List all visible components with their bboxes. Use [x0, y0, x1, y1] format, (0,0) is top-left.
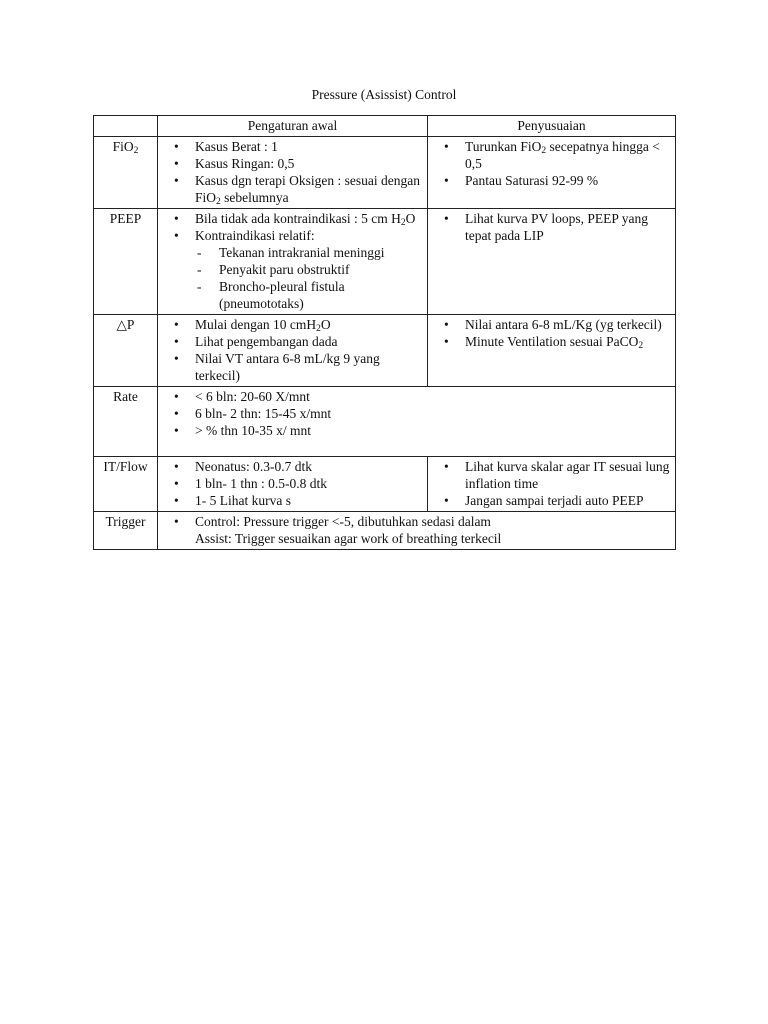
- list-item: • Kasus Berat : 1: [162, 138, 423, 155]
- list-item: • Turunkan FiO$_2$ secepatnya hingga < 0,5: [432, 138, 671, 172]
- param-itflow: IT/Flow: [94, 457, 158, 512]
- header-row: [94, 116, 676, 137]
- header-param: [94, 116, 158, 137]
- list-item: • Control: Pressure trigger <-5, dibutuhkan sedasi dalam: [162, 513, 671, 530]
- header-adjust: Penyusuaian: [428, 116, 676, 137]
- table-row-fio2: [94, 137, 676, 209]
- list-item: • Nilai VT antara 6-8 mL/kg 9 yang terkecil): [162, 350, 423, 384]
- adjust-delta-p: [428, 315, 676, 387]
- param-peep: PEEP: [94, 209, 158, 315]
- trigger-assist-text: Assist: Trigger sesuaikan agar work of breathing terkecil: [195, 531, 502, 546]
- list-item: • Bila tidak ada kontraindikasi : 5 cm $H_2O$: [162, 210, 423, 227]
- param-delta-p: △P: [94, 315, 158, 387]
- list-item: • Nilai antara 6-8 mL/Kg (yg terkecil): [432, 316, 671, 333]
- contraindication-list: [195, 244, 423, 312]
- list-item: • Minute Ventilation sesuai PaCO$_2$: [432, 333, 671, 350]
- header-initial: Pengaturan awal: [158, 116, 428, 137]
- list-item: • Lihat kurva PV loops, PEEP yang tepat pada LIP: [432, 210, 671, 244]
- adjust-peep: [428, 209, 676, 315]
- list-item: • < 6 bln: 20-60 X/mnt: [162, 388, 671, 405]
- list-item: • Neonatus: 0.3-0.7 dtk: [162, 458, 423, 475]
- table-row-trigger: [94, 512, 676, 550]
- list-item: • Lihat kurva skalar agar IT sesuai lung inflation time: [432, 458, 671, 492]
- list-item: • Lihat pengembangan dada: [162, 333, 423, 350]
- list-item: • Jangan sampai terjadi auto PEEP: [432, 492, 671, 509]
- param-fio2: FiO$_2$: [94, 137, 158, 209]
- list-item: • 1- 5 Lihat kurva s: [162, 492, 423, 509]
- list-item: • Kasus Ringan: 0,5: [162, 155, 423, 172]
- list-item: • 6 bln- 2 thn: 15-45 x/mnt: [162, 405, 671, 422]
- table-row-peep: [94, 209, 676, 315]
- initial-rate: [158, 387, 676, 457]
- ventilator-settings-table: [93, 115, 676, 550]
- param-trigger: Trigger: [94, 512, 158, 550]
- param-rate: Rate: [94, 387, 158, 457]
- list-item: • Kontraindikasi relatif: - Tekanan intrakranial meninggi - Penyakit paru obstruktif - Broncho-pleural fistula (pneumototaks): [162, 227, 423, 312]
- initial-fio2: [158, 137, 428, 209]
- list-item: • Kasus dgn terapi Oksigen : sesuai dengan FiO$_2$ sebelumnya: [162, 172, 423, 206]
- adjust-fio2: [428, 137, 676, 209]
- list-item: - Broncho-pleural fistula (pneumototaks): [195, 278, 423, 312]
- list-item: • 1 bln- 1 thn : 0.5-0.8 dtk: [162, 475, 423, 492]
- table-row-rate: [94, 387, 676, 457]
- initial-delta-p: [158, 315, 428, 387]
- initial-itflow: [158, 457, 428, 512]
- initial-trigger: [158, 512, 676, 550]
- list-item: • > % thn 10-35 x/ mnt: [162, 422, 671, 439]
- list-item: - Penyakit paru obstruktif: [195, 261, 423, 278]
- document-title: Pressure (Asissist) Control: [311, 87, 457, 102]
- initial-peep: [158, 209, 428, 315]
- list-item: - Tekanan intrakranial meninggi: [195, 244, 423, 261]
- table-row-delta-p: [94, 315, 676, 387]
- table-row-itflow: [94, 457, 676, 512]
- list-item: • Pantau Saturasi 92-99 %: [432, 172, 671, 189]
- adjust-itflow: [428, 457, 676, 512]
- list-item: • Mulai dengan 10 cmH$_2$O: [162, 316, 423, 333]
